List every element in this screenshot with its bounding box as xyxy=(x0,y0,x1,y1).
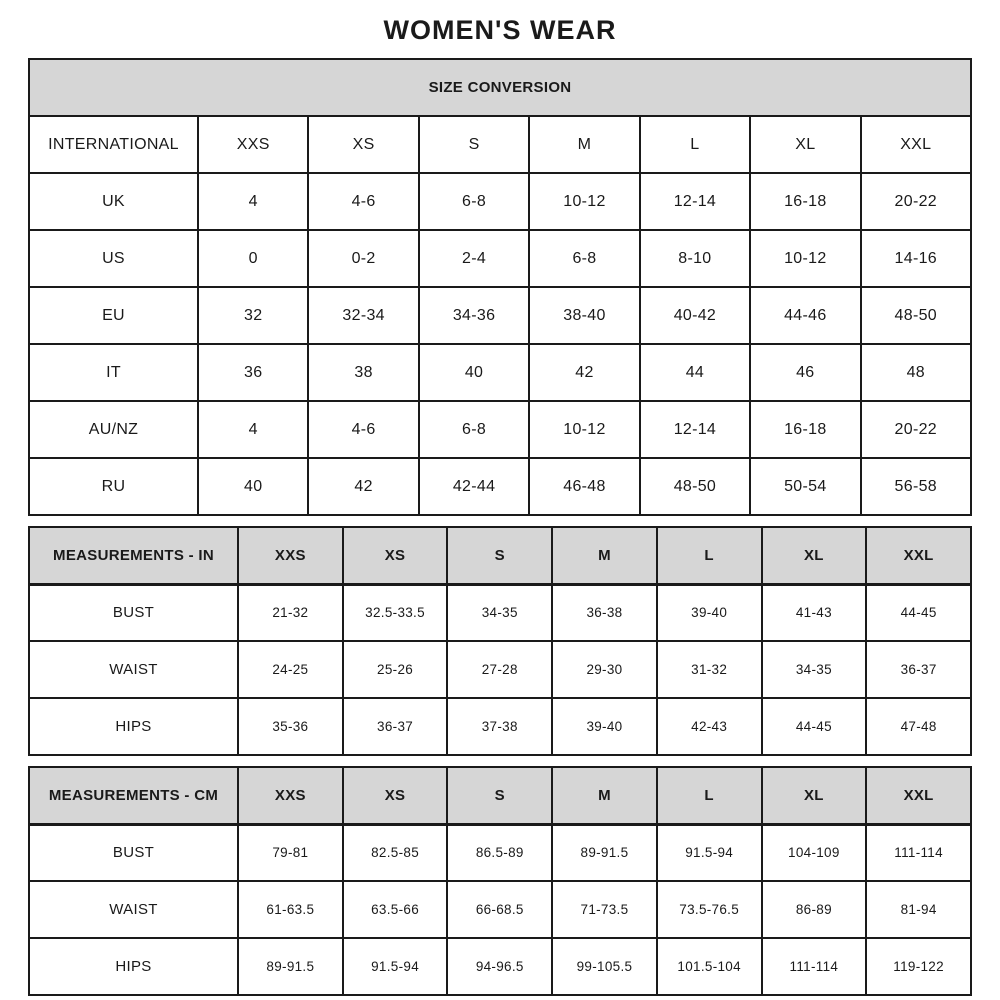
table-row xyxy=(29,458,971,515)
value-cell: 86.5-89 xyxy=(447,824,552,881)
value-cell: 6-8 xyxy=(419,173,529,230)
value-cell: 44-46 xyxy=(750,287,860,344)
column-header-xl: XL xyxy=(762,527,867,584)
column-header-xxs: XXS xyxy=(198,116,308,173)
table-row xyxy=(29,287,971,344)
column-header-l: L xyxy=(657,527,762,584)
column-header-m: M xyxy=(552,527,657,584)
column-header-xxl: XXL xyxy=(866,767,971,824)
value-cell: 111-114 xyxy=(762,938,867,995)
value-cell: 42 xyxy=(529,344,639,401)
value-cell: 37-38 xyxy=(447,698,552,755)
header-label-cell: MEASUREMENTS - CM xyxy=(29,767,238,824)
row-label-bust: BUST xyxy=(29,824,238,881)
column-header-m: M xyxy=(552,767,657,824)
value-cell: 8-10 xyxy=(640,230,750,287)
value-cell: 36-38 xyxy=(552,584,657,641)
table-header-row xyxy=(29,527,971,584)
value-cell: 46-48 xyxy=(529,458,639,515)
value-cell: 20-22 xyxy=(861,173,971,230)
column-header-l: L xyxy=(640,116,750,173)
row-label-hips: HIPS xyxy=(29,698,238,755)
column-header-s: S xyxy=(419,116,529,173)
row-label-us: US xyxy=(29,230,198,287)
value-cell: 44-45 xyxy=(866,584,971,641)
value-cell: 48-50 xyxy=(861,287,971,344)
value-cell: 36-37 xyxy=(866,641,971,698)
value-cell: 48 xyxy=(861,344,971,401)
value-cell: 63.5-66 xyxy=(343,881,448,938)
value-cell: 6-8 xyxy=(419,401,529,458)
value-cell: 35-36 xyxy=(238,698,343,755)
value-cell: 40 xyxy=(198,458,308,515)
table-row xyxy=(29,173,971,230)
value-cell: 16-18 xyxy=(750,401,860,458)
column-header-s: S xyxy=(447,527,552,584)
value-cell: 111-114 xyxy=(866,824,971,881)
value-cell: 31-32 xyxy=(657,641,762,698)
value-cell: 14-16 xyxy=(861,230,971,287)
table-row xyxy=(29,641,971,698)
value-cell: 91.5-94 xyxy=(657,824,762,881)
value-cell: 4-6 xyxy=(308,401,418,458)
value-cell: 12-14 xyxy=(640,173,750,230)
header-label-cell: INTERNATIONAL xyxy=(29,116,198,173)
table-banner-row xyxy=(29,59,971,116)
value-cell: 10-12 xyxy=(750,230,860,287)
value-cell: 16-18 xyxy=(750,173,860,230)
column-header-s: S xyxy=(447,767,552,824)
value-cell: 46 xyxy=(750,344,860,401)
column-header-xl: XL xyxy=(750,116,860,173)
value-cell: 56-58 xyxy=(861,458,971,515)
value-cell: 6-8 xyxy=(529,230,639,287)
value-cell: 61-63.5 xyxy=(238,881,343,938)
value-cell: 0-2 xyxy=(308,230,418,287)
value-cell: 40-42 xyxy=(640,287,750,344)
value-cell: 38 xyxy=(308,344,418,401)
value-cell: 73.5-76.5 xyxy=(657,881,762,938)
value-cell: 42 xyxy=(308,458,418,515)
value-cell: 89-91.5 xyxy=(238,938,343,995)
value-cell: 94-96.5 xyxy=(447,938,552,995)
value-cell: 44 xyxy=(640,344,750,401)
value-cell: 2-4 xyxy=(419,230,529,287)
column-header-l: L xyxy=(657,767,762,824)
row-label-hips: HIPS xyxy=(29,938,238,995)
value-cell: 21-32 xyxy=(238,584,343,641)
value-cell: 34-36 xyxy=(419,287,529,344)
row-label-waist: WAIST xyxy=(29,641,238,698)
value-cell: 79-81 xyxy=(238,824,343,881)
value-cell: 71-73.5 xyxy=(552,881,657,938)
row-label-uk: UK xyxy=(29,173,198,230)
column-header-xxl: XXL xyxy=(866,527,971,584)
value-cell: 40 xyxy=(419,344,529,401)
value-cell: 0 xyxy=(198,230,308,287)
column-header-xs: XS xyxy=(343,767,448,824)
value-cell: 86-89 xyxy=(762,881,867,938)
value-cell: 44-45 xyxy=(762,698,867,755)
column-header-xl: XL xyxy=(762,767,867,824)
value-cell: 38-40 xyxy=(529,287,639,344)
value-cell: 27-28 xyxy=(447,641,552,698)
value-cell: 4 xyxy=(198,173,308,230)
column-header-xxs: XXS xyxy=(238,767,343,824)
column-header-xs: XS xyxy=(343,527,448,584)
value-cell: 32.5-33.5 xyxy=(343,584,448,641)
value-cell: 10-12 xyxy=(529,401,639,458)
table-title: SIZE CONVERSION xyxy=(29,59,971,116)
value-cell: 42-44 xyxy=(419,458,529,515)
value-cell: 36 xyxy=(198,344,308,401)
row-label-waist: WAIST xyxy=(29,881,238,938)
header-label-cell: MEASUREMENTS - IN xyxy=(29,527,238,584)
table-row xyxy=(29,584,971,641)
table-header-row xyxy=(29,767,971,824)
size-conversion-table xyxy=(28,58,972,516)
row-label-au-nz: AU/NZ xyxy=(29,401,198,458)
value-cell: 48-50 xyxy=(640,458,750,515)
value-cell: 12-14 xyxy=(640,401,750,458)
column-header-xxs: XXS xyxy=(238,527,343,584)
value-cell: 32 xyxy=(198,287,308,344)
value-cell: 10-12 xyxy=(529,173,639,230)
value-cell: 39-40 xyxy=(552,698,657,755)
value-cell: 25-26 xyxy=(343,641,448,698)
measurements-centimeters-table xyxy=(28,766,972,996)
column-header-m: M xyxy=(529,116,639,173)
page-title: WOMEN'S WEAR xyxy=(383,15,617,45)
value-cell: 20-22 xyxy=(861,401,971,458)
value-cell: 4-6 xyxy=(308,173,418,230)
value-cell: 47-48 xyxy=(866,698,971,755)
table-row xyxy=(29,344,971,401)
value-cell: 29-30 xyxy=(552,641,657,698)
table-row xyxy=(29,824,971,881)
value-cell: 99-105.5 xyxy=(552,938,657,995)
value-cell: 4 xyxy=(198,401,308,458)
column-header-xs: XS xyxy=(308,116,418,173)
row-label-eu: EU xyxy=(29,287,198,344)
table-header-row xyxy=(29,116,971,173)
value-cell: 82.5-85 xyxy=(343,824,448,881)
value-cell: 104-109 xyxy=(762,824,867,881)
row-label-ru: RU xyxy=(29,458,198,515)
value-cell: 91.5-94 xyxy=(343,938,448,995)
value-cell: 34-35 xyxy=(762,641,867,698)
table-row xyxy=(29,401,971,458)
value-cell: 42-43 xyxy=(657,698,762,755)
measurements-inches-table xyxy=(28,526,972,756)
value-cell: 89-91.5 xyxy=(552,824,657,881)
value-cell: 41-43 xyxy=(762,584,867,641)
value-cell: 36-37 xyxy=(343,698,448,755)
table-row xyxy=(29,698,971,755)
value-cell: 66-68.5 xyxy=(447,881,552,938)
value-cell: 39-40 xyxy=(657,584,762,641)
value-cell: 34-35 xyxy=(447,584,552,641)
value-cell: 24-25 xyxy=(238,641,343,698)
value-cell: 119-122 xyxy=(866,938,971,995)
table-row xyxy=(29,881,971,938)
value-cell: 32-34 xyxy=(308,287,418,344)
value-cell: 50-54 xyxy=(750,458,860,515)
value-cell: 101.5-104 xyxy=(657,938,762,995)
value-cell: 81-94 xyxy=(866,881,971,938)
column-header-xxl: XXL xyxy=(861,116,971,173)
row-label-bust: BUST xyxy=(29,584,238,641)
row-label-it: IT xyxy=(29,344,198,401)
table-row xyxy=(29,938,971,995)
table-row xyxy=(29,230,971,287)
